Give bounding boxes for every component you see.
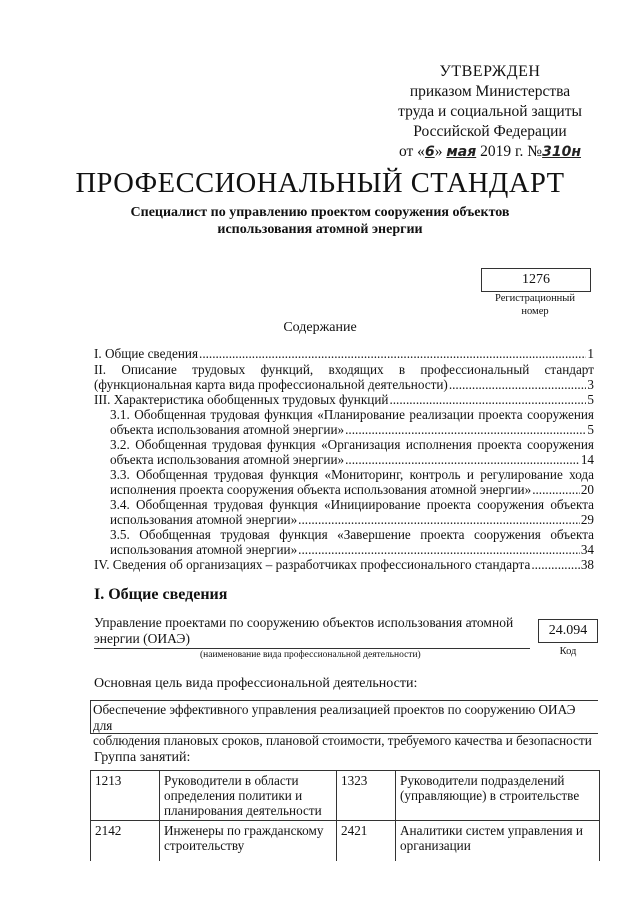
order-year: 2019 г. № (480, 143, 543, 160)
toc-item-text: использования атомной энергии» (110, 512, 298, 527)
toc-page: 3 (587, 377, 594, 392)
toc-page: 38 (580, 557, 594, 572)
registration-caption (470, 292, 600, 318)
toc-heading: Содержание (283, 320, 357, 335)
approval-line-2: труда и социальной защиты (398, 103, 582, 120)
group-code-cell: 1213 (91, 771, 160, 821)
table-row (91, 771, 600, 821)
toc-item-2-line-2[interactable] (94, 377, 594, 392)
activity-line-2: энергии (ОИАЭ) (94, 631, 190, 646)
order-number: 310н (542, 144, 582, 160)
toc-leader (531, 557, 579, 572)
goal-box (90, 700, 598, 748)
goal-line-1: Обеспечение эффективного управления реализацией проектов по сооружению ОИАЭ для (93, 702, 576, 733)
order-month: мая (446, 144, 477, 160)
subtitle-line-1: Специалист по управлению проектом сооружения объектов (130, 205, 510, 220)
group-label: Группа занятий: (94, 750, 191, 765)
occupation-groups-table (90, 770, 600, 861)
order-mid: » (434, 143, 443, 160)
toc-item-text: объекта использования атомной энергии» (110, 422, 345, 437)
toc-item-2-line-1[interactable]: II. Описание трудовых функций, входящих в профессиональный стандарт (94, 362, 594, 377)
toc-leader (345, 422, 586, 437)
toc-item-4[interactable] (94, 557, 594, 572)
goal-line-2: соблюдения плановых сроков, плановой стоимости, требуемого качества и безопасности (93, 733, 592, 748)
toc-item-text: использования атомной энергии» (110, 542, 298, 557)
toc-page: 5 (587, 392, 594, 407)
toc-item-3-3-line-2[interactable] (110, 482, 594, 497)
order-line (380, 142, 600, 162)
toc-leader (532, 482, 580, 497)
section-heading: I. Общие сведения (94, 586, 228, 603)
registration-caption-line-1: Регистрационный (495, 293, 575, 304)
toc-item-3-2-line-1[interactable]: 3.2. Обобщенная трудовая функция «Организация исполнения проекта сооружения (110, 437, 594, 452)
toc-item-3-1-line-1[interactable]: 3.1. Обобщенная трудовая функция «Планирование реализации проекта сооружения (110, 407, 594, 422)
activity-code-box: 24.094 (538, 619, 598, 643)
approval-block (380, 62, 600, 162)
approval-heading: УТВЕРЖДЕН (439, 63, 541, 80)
toc-item-text: (функциональная карта вида профессиональной деятельности) (94, 377, 448, 392)
table-row (91, 821, 600, 862)
activity-underline (94, 648, 530, 649)
toc-item-text: объекта использования атомной энергии» (110, 452, 345, 467)
group-name-cell: Руководители подразделений (управляющие) в строительстве (396, 771, 600, 821)
subtitle-line-2: использования атомной энергии (217, 221, 423, 237)
toc-page: 5 (587, 422, 594, 437)
toc-item-3-2-line-2[interactable] (110, 452, 594, 467)
toc-leader (298, 512, 580, 527)
registration-number-box: 1276 (481, 268, 591, 292)
toc-item-3-3-line-1[interactable]: 3.3. Обобщенная трудовая функция «Мониторинг, контроль и регулирование хода (110, 467, 594, 482)
toc-leader (449, 377, 587, 392)
toc-page: 14 (580, 452, 594, 467)
toc-item-3[interactable] (94, 392, 594, 407)
toc-leader (298, 542, 580, 557)
toc-item-3-1-line-2[interactable] (110, 422, 594, 437)
toc-item-text: исполнения проекта сооружения объекта использования атомной энергии» (110, 482, 532, 497)
toc-item-3-4-line-1[interactable]: 3.4. Обобщенная трудовая функция «Инициирование проекта сооружения объекта (110, 497, 594, 512)
order-day: 6 (424, 144, 435, 160)
approval-line-1: приказом Министерства (409, 83, 571, 100)
activity-caption: (наименование вида профессиональной деятельности) (200, 650, 421, 660)
goal-label: Основная цель вида профессиональной деятельности: (94, 676, 418, 691)
toc-page: 1 (587, 346, 594, 361)
toc-page: 20 (580, 482, 594, 497)
toc-item-3-5-line-2[interactable] (110, 542, 594, 557)
toc-item-text: III. Характеристика обобщенных трудовых функций (94, 392, 389, 407)
approval-line-3: Российской Федерации (413, 123, 567, 140)
group-name-cell: Инженеры по гражданскому строительству (160, 821, 337, 862)
activity-line-1: Управление проектами по сооружению объектов использования атомной (94, 615, 514, 630)
toc-leader (389, 392, 586, 407)
toc-item-text: IV. Сведения об организациях – разработчиках профессионального стандарта (94, 557, 531, 572)
toc-item-3-4-line-2[interactable] (110, 512, 594, 527)
document-title: ПРОФЕССИОНАЛЬНЫЙ СТАНДАРТ (75, 168, 565, 199)
group-code-cell: 1323 (337, 771, 396, 821)
registration-caption-line-2: номер (521, 306, 549, 317)
code-caption: Код (559, 646, 577, 657)
toc-page: 34 (580, 542, 594, 557)
toc-leader (345, 452, 580, 467)
toc-item-text: I. Общие сведения (94, 346, 199, 361)
toc-page: 29 (580, 512, 594, 527)
group-name-cell: Аналитики систем управления и организации (396, 821, 600, 862)
group-code-cell: 2142 (91, 821, 160, 862)
activity-name (94, 615, 524, 647)
toc-item-3-5-line-1[interactable]: 3.5. Обобщенная трудовая функция «Завершение проекта сооружения объекта (110, 527, 594, 542)
order-prefix: от « (398, 143, 425, 160)
group-name-cell: Руководители в области определения политики и планирования деятельности (160, 771, 337, 821)
toc-item-1[interactable] (94, 346, 594, 361)
group-code-cell: 2421 (337, 821, 396, 862)
document-subtitle (100, 205, 540, 238)
toc-leader (199, 346, 586, 361)
